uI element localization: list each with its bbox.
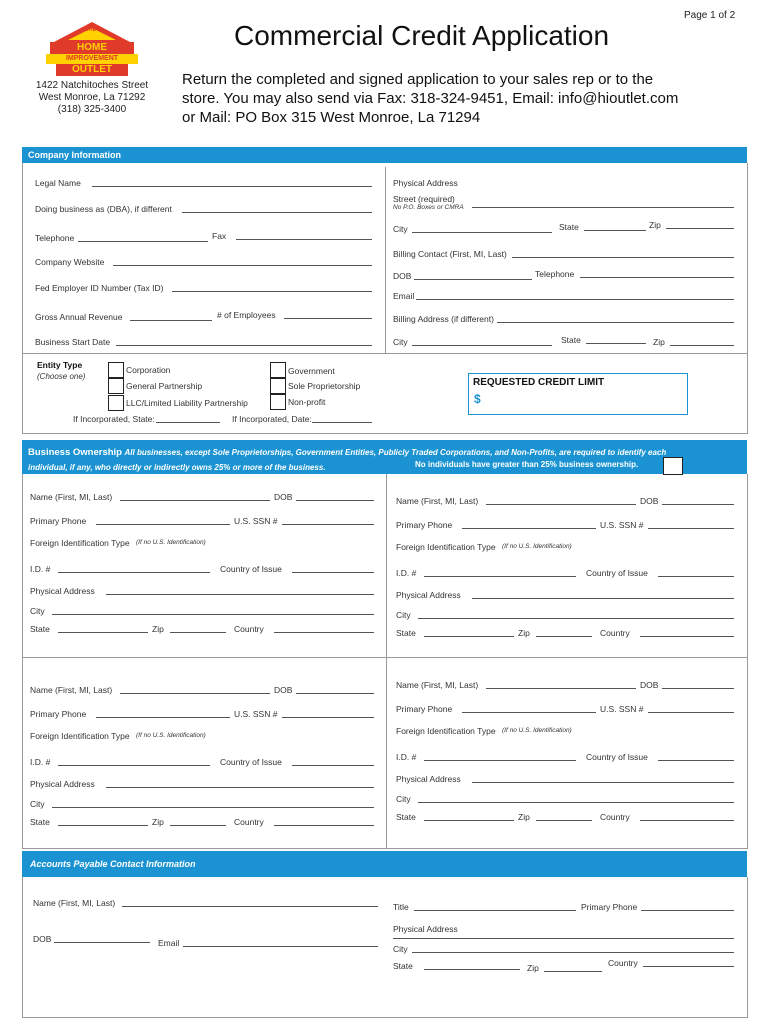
legal-name-field[interactable]	[92, 186, 372, 187]
owner-dob-label: DOB	[274, 685, 293, 695]
owner-country-issue-field[interactable]	[658, 760, 734, 761]
ownership-col-divider	[386, 474, 387, 848]
store-address	[22, 80, 162, 116]
ownership-bar	[22, 440, 747, 474]
ownership-section	[22, 474, 748, 849]
owner-id-field[interactable]	[58, 765, 210, 766]
owner-city-label: City	[396, 794, 411, 804]
sole-proprietorship-checkbox[interactable]	[270, 378, 286, 394]
general-partnership-label: General Partnership	[126, 381, 203, 391]
company-info-bar: Company Information	[22, 147, 747, 163]
instruction-line: store. You may also send via Fax: 318-324-9451, Email: info@hioutlet.com	[182, 90, 679, 107]
owner-foreign-id-label: Foreign Identification Type	[30, 538, 130, 548]
ap-title-field[interactable]	[414, 910, 576, 911]
website-label: Company Website	[35, 257, 105, 267]
owner-zip-field[interactable]	[536, 820, 592, 821]
city-field[interactable]	[412, 232, 552, 233]
state-label: State	[559, 222, 579, 232]
instruction-line: Return the completed and signed application to your sales rep or to the	[182, 71, 654, 88]
fein-label: Fed Employer ID Number (Tax ID)	[35, 283, 164, 293]
owner-country-label: Country	[600, 628, 630, 638]
logo-home: HOME	[77, 42, 107, 53]
employees-field[interactable]	[284, 318, 372, 319]
choose-one-note: (Choose one)	[37, 372, 86, 381]
owner-country-field[interactable]	[274, 825, 374, 826]
owner-country-label: Country	[234, 624, 264, 634]
ap-email-label: Email	[158, 938, 180, 948]
ap-zip-label: Zip	[527, 963, 539, 973]
entity-type-label: Entity Type	[37, 360, 83, 370]
owner-phone-field[interactable]	[96, 524, 230, 525]
page-number: Page 1 of 2	[684, 10, 736, 21]
owner-address-field[interactable]	[106, 787, 374, 788]
owner-phone-label: Primary Phone	[30, 516, 87, 526]
address-line: West Monroe, La 71292	[38, 92, 146, 103]
city-label: City	[393, 224, 408, 234]
billing-telephone-field[interactable]	[580, 277, 734, 278]
logo-improvement: IMPROVEMENT	[65, 55, 119, 62]
inc-state-label: If Incorporated, State:	[73, 414, 155, 424]
street-label: Street (required)	[393, 194, 455, 204]
owner-id-label: I.D. #	[396, 568, 417, 578]
billing-address-label: Billing Address (if different)	[393, 314, 494, 324]
dba-field[interactable]	[182, 212, 372, 213]
billing-contact-field[interactable]	[512, 257, 734, 258]
owner-zip-field[interactable]	[536, 636, 592, 637]
ap-bar	[22, 851, 747, 877]
telephone-field[interactable]	[78, 241, 208, 242]
dba-label: Doing business as (DBA), if different	[35, 204, 172, 214]
owner-country-label: Country	[234, 817, 264, 827]
owner-ssn-label: U.S. SSN #	[234, 516, 278, 526]
billing-city-label: City	[393, 337, 408, 347]
owner-dob-field[interactable]	[662, 688, 734, 689]
ownership-row-divider	[22, 657, 747, 658]
owner-zip-label: Zip	[152, 624, 164, 634]
owner-id-label: I.D. #	[396, 752, 417, 762]
billing-state-field[interactable]	[586, 343, 646, 344]
owner-state-label: State	[396, 628, 416, 638]
owner-dob-field[interactable]	[296, 500, 374, 501]
owner-address-label: Physical Address	[396, 590, 461, 600]
owner-address-field[interactable]	[472, 782, 734, 783]
street-note: No P.O. Boxes or CMRA	[393, 204, 464, 211]
owner-country-issue-label: Country of Issue	[586, 752, 648, 762]
owner-city-field[interactable]	[52, 614, 374, 615]
owner-foreign-id-note: (If no U.S. Identification)	[136, 539, 206, 546]
ap-address-field[interactable]	[393, 938, 734, 939]
owner-country-issue-label: Country of Issue	[586, 568, 648, 578]
section-divider	[22, 353, 747, 354]
owner-phone-label: Primary Phone	[396, 704, 453, 714]
owner-state-label: State	[30, 624, 50, 634]
owner-name-field[interactable]	[120, 693, 270, 694]
owner-country-field[interactable]	[640, 636, 734, 637]
owner-foreign-id-note: (If no U.S. Identification)	[136, 732, 206, 739]
owner-name-label: Name (First, MI, Last)	[396, 496, 479, 506]
non-profit-checkbox[interactable]	[270, 394, 286, 410]
non-profit-label: Non-profit	[288, 397, 326, 407]
email-field[interactable]	[416, 299, 734, 300]
owner-state-label: State	[396, 812, 416, 822]
ap-dob-label: DOB	[33, 934, 52, 944]
sole-proprietorship-label: Sole Proprietorship	[288, 381, 361, 391]
owner-zip-field[interactable]	[170, 825, 226, 826]
ap-state-label: State	[393, 961, 413, 971]
dob-field[interactable]	[414, 279, 532, 280]
instruction-line: or Mail: PO Box 315 West Monroe, La 71294	[182, 109, 481, 126]
owner-zip-label: Zip	[518, 812, 530, 822]
dob-label: DOB	[393, 271, 412, 281]
owner-ssn-field[interactable]	[648, 528, 734, 529]
owner-ssn-field[interactable]	[282, 717, 374, 718]
owner-ssn-field[interactable]	[648, 712, 734, 713]
no-owner-checkbox[interactable]	[663, 457, 683, 475]
owner-foreign-id-label: Foreign Identification Type	[30, 731, 130, 741]
owner-phone-label: Primary Phone	[30, 709, 87, 719]
revenue-label: Gross Annual Revenue	[35, 312, 123, 322]
ap-country-field[interactable]	[643, 966, 734, 967]
website-field[interactable]	[113, 265, 372, 266]
general-partnership-checkbox[interactable]	[108, 378, 124, 394]
physical-address-label: Physical Address	[393, 178, 458, 188]
owner-foreign-id-label: Foreign Identification Type	[396, 542, 496, 552]
corporation-checkbox[interactable]	[108, 362, 124, 378]
owner-address-label: Physical Address	[30, 779, 95, 789]
owner-ssn-field[interactable]	[282, 524, 374, 525]
llc-label: LLC/Limited Liability Partnership	[126, 398, 248, 408]
owner-foreign-id-note: (If no U.S. Identification)	[502, 727, 572, 734]
owner-name-field[interactable]	[120, 500, 270, 501]
ap-dob-field[interactable]	[54, 942, 150, 943]
credit-limit-label: REQUESTED CREDIT LIMIT	[473, 377, 605, 388]
owner-phone-field[interactable]	[462, 712, 596, 713]
owner-state-field[interactable]	[58, 632, 148, 633]
ownership-desc: All businesses, except Sole Proprietorships, Government Entities, Publicly Traded Corporations, and Non-Profits, are required to identify each	[124, 448, 667, 457]
column-divider	[385, 167, 386, 353]
owner-id-label: I.D. #	[30, 564, 51, 574]
ap-address-label: Physical Address	[393, 924, 458, 934]
zip-field[interactable]	[666, 228, 734, 229]
inc-state-field[interactable]	[156, 422, 220, 423]
owner-phone-field[interactable]	[96, 717, 230, 718]
billing-state-label: State	[561, 335, 581, 345]
ap-phone-field[interactable]	[641, 910, 734, 911]
billing-address-field[interactable]	[497, 322, 734, 323]
fax-label: Fax	[212, 231, 227, 241]
ap-phone-label: Primary Phone	[581, 902, 638, 912]
inc-date-label: If Incorporated, Date:	[232, 414, 312, 424]
ap-title-label: Title	[393, 902, 409, 912]
billing-zip-field[interactable]	[670, 345, 734, 346]
owner-dob-label: DOB	[640, 680, 659, 690]
owner-address-label: Physical Address	[396, 774, 461, 784]
billing-city-field[interactable]	[412, 345, 552, 346]
street-field[interactable]	[472, 207, 734, 208]
ap-city-label: City	[393, 944, 408, 954]
revenue-field[interactable]	[130, 320, 212, 321]
owner-city-label: City	[30, 606, 45, 616]
start-date-field[interactable]	[116, 345, 372, 346]
owner-country-issue-label: Country of Issue	[220, 564, 282, 574]
instructions	[182, 70, 678, 127]
corporation-label: Corporation	[126, 365, 171, 375]
ap-city-field[interactable]	[412, 952, 734, 953]
owner-id-field[interactable]	[424, 576, 576, 577]
owner-city-label: City	[396, 610, 411, 620]
owner-city-field[interactable]	[418, 618, 734, 619]
owner-name-field[interactable]	[486, 688, 636, 689]
owner-dob-label: DOB	[274, 492, 293, 502]
owner-ssn-label: U.S. SSN #	[600, 520, 644, 530]
logo-outlet: OUTLET	[72, 64, 112, 75]
billing-contact-label: Billing Contact (First, MI, Last)	[393, 249, 507, 259]
owner-id-field[interactable]	[424, 760, 576, 761]
owner-country-label: Country	[600, 812, 630, 822]
owner-phone-label: Primary Phone	[396, 520, 453, 530]
owner-city-label: City	[30, 799, 45, 809]
ap-zip-field[interactable]	[544, 971, 602, 972]
fax-field[interactable]	[236, 239, 372, 240]
owner-country-field[interactable]	[640, 820, 734, 821]
owner-zip-label: Zip	[518, 628, 530, 638]
owner-dob-field[interactable]	[662, 504, 734, 505]
owner-city-field[interactable]	[418, 802, 734, 803]
ownership-desc2: individual, if any, who directly or indirectly owns 25% or more of the business.	[28, 463, 326, 472]
dollar-sign: $	[474, 392, 481, 406]
owner-ssn-label: U.S. SSN #	[234, 709, 278, 719]
owner-dob-label: DOB	[640, 496, 659, 506]
logo-the: THE	[86, 27, 96, 33]
email-label: Email	[393, 291, 415, 301]
telephone-label: Telephone	[35, 233, 75, 243]
owner-address-field[interactable]	[472, 598, 734, 599]
owner-phone-field[interactable]	[462, 528, 596, 529]
owner-state-field[interactable]	[424, 820, 514, 821]
company-logo	[42, 20, 142, 76]
owner-id-field[interactable]	[58, 572, 210, 573]
owner-country-issue-label: Country of Issue	[220, 757, 282, 767]
inc-date-field[interactable]	[312, 422, 372, 423]
owner-address-label: Physical Address	[30, 586, 95, 596]
ownership-title: Business Ownership	[28, 447, 122, 458]
owner-zip-field[interactable]	[170, 632, 226, 633]
state-field[interactable]	[584, 230, 646, 231]
owner-country-issue-field[interactable]	[292, 765, 374, 766]
owner-foreign-id-label: Foreign Identification Type	[396, 726, 496, 736]
address-line: 1422 Natchitoches Street	[35, 80, 149, 91]
owner-foreign-id-note: (If no U.S. Identification)	[502, 543, 572, 550]
ap-name-field[interactable]	[122, 906, 378, 907]
owner-address-field[interactable]	[106, 594, 374, 595]
ap-bar-title: Accounts Payable Contact Information	[30, 859, 196, 869]
address-phone: (318) 325-3400	[57, 104, 127, 115]
legal-name-label: Legal Name	[35, 178, 81, 188]
owner-id-label: I.D. #	[30, 757, 51, 767]
start-date-label: Business Start Date	[35, 337, 111, 347]
owner-country-issue-field[interactable]	[658, 576, 734, 577]
ap-country-label: Country	[608, 958, 638, 968]
llc-checkbox[interactable]	[108, 395, 124, 411]
ap-name-label: Name (First, MI, Last)	[33, 898, 116, 908]
owner-country-field[interactable]	[274, 632, 374, 633]
fein-field[interactable]	[172, 291, 372, 292]
owner-state-label: State	[30, 817, 50, 827]
page-title: Commercial Credit Application	[234, 20, 610, 51]
owner-name-field[interactable]	[486, 504, 636, 505]
owner-name-label: Name (First, MI, Last)	[30, 685, 113, 695]
owner-state-field[interactable]	[58, 825, 148, 826]
government-checkbox[interactable]	[270, 362, 286, 378]
government-label: Government	[288, 366, 335, 376]
owner-ssn-label: U.S. SSN #	[600, 704, 644, 714]
ap-email-field[interactable]	[183, 946, 378, 947]
ap-state-field[interactable]	[424, 969, 520, 970]
no-owner-note: No individuals have greater than 25% business ownership.	[415, 460, 639, 469]
owner-zip-label: Zip	[152, 817, 164, 827]
owner-name-label: Name (First, MI, Last)	[30, 492, 113, 502]
zip-label: Zip	[649, 220, 661, 230]
billing-telephone-label: Telephone	[535, 269, 575, 279]
owner-dob-field[interactable]	[296, 693, 374, 694]
owner-city-field[interactable]	[52, 807, 374, 808]
employees-label: # of Employees	[217, 310, 276, 320]
owner-state-field[interactable]	[424, 636, 514, 637]
ap-section	[22, 877, 748, 1018]
owner-country-issue-field[interactable]	[292, 572, 374, 573]
billing-zip-label: Zip	[653, 337, 665, 347]
owner-name-label: Name (First, MI, Last)	[396, 680, 479, 690]
